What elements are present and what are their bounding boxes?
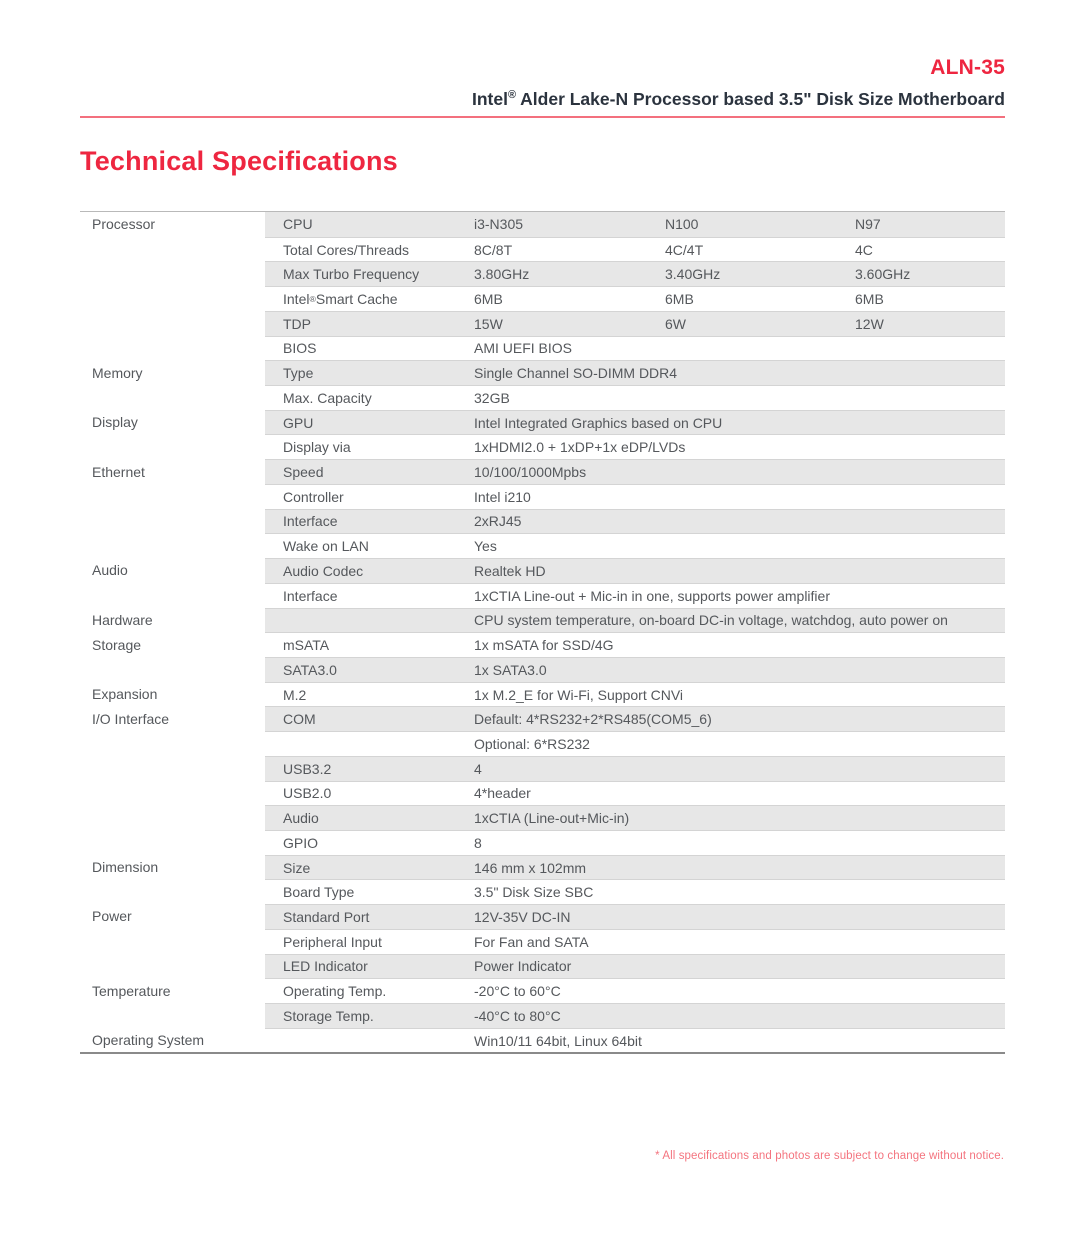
spec-label: BIOS — [283, 340, 317, 357]
spec-cells — [265, 978, 1005, 1003]
spec-values — [474, 806, 1005, 830]
spec-value: 2xRJ45 — [474, 513, 522, 530]
spec-cells — [265, 459, 1005, 484]
spec-label: mSATA — [283, 637, 330, 654]
spec-cells — [265, 929, 1005, 954]
spec-value: 4C — [855, 241, 873, 258]
spec-values — [474, 460, 1005, 484]
spec-value: Default: 4*RS232+2*RS485(COM5_6) — [474, 711, 712, 728]
spec-value: -40°C to 80°C — [474, 1007, 561, 1024]
spec-value: 12W — [855, 315, 884, 332]
product-name: ALN-35 — [930, 56, 1005, 79]
table-row — [80, 459, 1005, 484]
category-label: Processor — [80, 212, 265, 237]
spec-values — [474, 782, 1005, 806]
spec-value: 4*header — [474, 785, 531, 802]
table-row — [80, 608, 1005, 633]
table-row — [80, 558, 1005, 583]
table-row — [80, 434, 1005, 459]
category-label — [80, 929, 265, 954]
spec-cells — [265, 336, 1005, 361]
spec-cells — [265, 879, 1005, 904]
spec-value: 1x mSATA for SSD/4G — [474, 637, 614, 654]
table-row — [80, 830, 1005, 855]
spec-values — [474, 732, 1005, 756]
spec-value: 4C/4T — [665, 241, 704, 258]
category-label — [80, 261, 265, 286]
spec-label: Speed — [283, 464, 324, 481]
table-row — [80, 731, 1005, 756]
category-label — [80, 731, 265, 756]
table-row — [80, 410, 1005, 435]
spec-cells — [265, 286, 1005, 311]
spec-value: AMI UEFI BIOS — [474, 340, 573, 357]
spec-cells — [265, 830, 1005, 855]
spec-label: USB3.2 — [283, 760, 332, 777]
spec-cells — [265, 558, 1005, 583]
category-label — [80, 1003, 265, 1028]
category-label — [80, 336, 265, 361]
category-label — [80, 756, 265, 781]
spec-values — [474, 559, 1005, 583]
spec-value: 6MB — [855, 291, 884, 308]
spec-cells — [265, 706, 1005, 731]
spec-values — [474, 361, 1005, 385]
spec-cells — [265, 632, 1005, 657]
page-title: Technical Specifications — [80, 146, 398, 176]
spec-value: 12V-35V DC-IN — [474, 908, 571, 925]
spec-cells — [265, 237, 1005, 262]
spec-values — [474, 386, 1005, 410]
spec-value: 1xCTIA Line-out + Mic-in in one, supports power amplifier — [474, 587, 830, 604]
spec-label: SATA3.0 — [283, 661, 337, 678]
category-label — [80, 781, 265, 806]
category-label: Ethernet — [80, 459, 265, 484]
spec-label — [265, 732, 474, 756]
spec-label: CPU — [283, 216, 313, 233]
category-label: Temperature — [80, 978, 265, 1003]
category-label — [80, 286, 265, 311]
spec-value: 3.80GHz — [474, 266, 530, 283]
spec-value: 6MB — [665, 291, 694, 308]
table-row — [80, 533, 1005, 558]
table-row — [80, 311, 1005, 336]
spec-cells — [265, 657, 1005, 682]
spec-values — [474, 856, 1005, 880]
table-row — [80, 929, 1005, 954]
spec-label: Interface — [283, 513, 338, 530]
header-rule — [80, 116, 1005, 118]
table-row — [80, 904, 1005, 929]
spec-values — [474, 757, 1005, 781]
spec-cells — [265, 756, 1005, 781]
spec-value: 15W — [474, 315, 503, 332]
category-label — [80, 434, 265, 459]
spec-value: 6W — [665, 315, 686, 332]
footer-note: * All specifications and photos are subject to change without notice. — [655, 1150, 1004, 1162]
category-label — [80, 583, 265, 608]
spec-values — [474, 905, 1005, 929]
spec-values — [474, 707, 1005, 731]
spec-value: N97 — [855, 216, 881, 233]
spec-label: M.2 — [283, 686, 307, 703]
spec-value: 8C/8T — [474, 241, 513, 258]
spec-value: i3-N305 — [474, 216, 524, 233]
spec-cells — [265, 311, 1005, 336]
spec-values — [474, 238, 1005, 262]
spec-label: Audio Codec — [283, 562, 364, 579]
table-row — [80, 509, 1005, 534]
spec-value: Intel Integrated Graphics based on CPU — [474, 414, 723, 431]
spec-cells — [265, 608, 1005, 633]
spec-label: Intel ® Smart Cache — [283, 291, 398, 308]
table-row — [80, 583, 1005, 608]
table-row — [80, 682, 1005, 707]
spec-label: TDP — [283, 315, 311, 332]
category-label — [80, 830, 265, 855]
spec-values — [474, 609, 1005, 633]
spec-value: -20°C to 60°C — [474, 983, 561, 1000]
category-label — [80, 237, 265, 262]
category-label: Display — [80, 410, 265, 435]
table-row — [80, 706, 1005, 731]
spec-label: Max Turbo Frequency — [283, 266, 420, 283]
table-row — [80, 657, 1005, 682]
spec-label: Type — [283, 365, 314, 382]
spec-value: 10/100/1000Mpbs — [474, 464, 587, 481]
spec-values — [474, 510, 1005, 534]
category-label — [80, 484, 265, 509]
category-label: Memory — [80, 360, 265, 385]
spec-label: Controller — [283, 488, 344, 505]
spec-cells — [265, 509, 1005, 534]
spec-value: Single Channel SO-DIMM DDR4 — [474, 365, 678, 382]
spec-label: USB2.0 — [283, 785, 332, 802]
table-row — [80, 261, 1005, 286]
spec-value: Realtek HD — [474, 562, 546, 579]
table-row — [80, 978, 1005, 1003]
spec-value: 146 mm x 102mm — [474, 859, 587, 876]
spec-cells — [265, 805, 1005, 830]
table-row — [80, 1003, 1005, 1028]
table-row — [80, 805, 1005, 830]
spec-label: Audio — [283, 810, 319, 827]
spec-value: 8 — [474, 834, 482, 851]
spec-value: 1x SATA3.0 — [474, 661, 547, 678]
spec-values — [474, 658, 1005, 682]
spec-label — [265, 609, 474, 633]
spec-values — [474, 584, 1005, 608]
spec-label: Size — [283, 859, 311, 876]
table-row — [80, 484, 1005, 509]
spec-label: GPIO — [283, 834, 319, 851]
category-label: Storage — [80, 632, 265, 657]
table-row — [80, 855, 1005, 880]
spec-value: 4 — [474, 760, 482, 777]
category-label — [80, 509, 265, 534]
spec-cells — [265, 954, 1005, 979]
product-subtitle: Intel® Alder Lake-N Processor based 3.5" Disk Size Motherboard — [471, 89, 1005, 109]
spec-value: 6MB — [474, 291, 503, 308]
spec-cells — [265, 484, 1005, 509]
spec-cells — [265, 1003, 1005, 1028]
spec-label: Display via — [283, 439, 351, 456]
table-row — [80, 336, 1005, 361]
spec-value: 1xHDMI2.0 + 1xDP+1x eDP/LVDs — [474, 439, 686, 456]
spec-values — [474, 312, 1005, 336]
spec-value: 3.5" Disk Size SBC — [474, 884, 594, 901]
spec-values — [474, 633, 1005, 657]
spec-table — [80, 211, 1005, 1054]
category-label: Power — [80, 904, 265, 929]
spec-value: N100 — [665, 216, 699, 233]
spec-value: 32GB — [474, 389, 510, 406]
spec-values — [474, 534, 1005, 558]
spec-value: 1xCTIA (Line-out+Mic-in) — [474, 810, 630, 827]
spec-values — [474, 880, 1005, 904]
category-label: Hardware — [80, 608, 265, 633]
category-label — [80, 879, 265, 904]
spec-values — [474, 411, 1005, 435]
spec-value: Optional: 6*RS232 — [474, 735, 590, 752]
spec-cells — [265, 385, 1005, 410]
spec-label: Interface — [283, 587, 338, 604]
spec-cells — [265, 1028, 1005, 1053]
spec-value: 1x M.2_E for Wi-Fi, Support CNVi — [474, 686, 684, 703]
spec-label: Wake on LAN — [283, 538, 369, 555]
category-label: Operating System — [80, 1028, 265, 1053]
spec-values — [474, 930, 1005, 954]
spec-cells — [265, 212, 1005, 237]
spec-values — [474, 287, 1005, 311]
spec-values — [474, 955, 1005, 979]
category-label — [80, 533, 265, 558]
spec-value: Yes — [474, 538, 497, 555]
category-label: Expansion — [80, 682, 265, 707]
spec-values — [474, 1029, 1005, 1053]
spec-value: Power Indicator — [474, 958, 572, 975]
spec-label: LED Indicator — [283, 958, 368, 975]
table-row — [80, 360, 1005, 385]
table-row — [80, 1028, 1005, 1053]
spec-label: Peripheral Input — [283, 933, 382, 950]
spec-value: Intel i210 — [474, 488, 531, 505]
spec-cells — [265, 855, 1005, 880]
category-label — [80, 657, 265, 682]
table-row — [80, 212, 1005, 237]
spec-cells — [265, 261, 1005, 286]
spec-label: COM — [283, 711, 316, 728]
spec-values — [474, 212, 1005, 237]
category-label — [80, 954, 265, 979]
spec-cells — [265, 434, 1005, 459]
spec-cells — [265, 410, 1005, 435]
category-label: I/O Interface — [80, 706, 265, 731]
spec-value: 3.40GHz — [665, 266, 721, 283]
spec-value: 3.60GHz — [855, 266, 911, 283]
spec-cells — [265, 360, 1005, 385]
spec-cells — [265, 731, 1005, 756]
table-row — [80, 237, 1005, 262]
spec-cells — [265, 904, 1005, 929]
table-row — [80, 632, 1005, 657]
spec-values — [474, 683, 1005, 707]
spec-label: Max. Capacity — [283, 389, 372, 406]
category-label — [80, 311, 265, 336]
spec-label: Storage Temp. — [283, 1007, 374, 1024]
table-row — [80, 286, 1005, 311]
table-row — [80, 385, 1005, 410]
table-row — [80, 879, 1005, 904]
spec-values — [474, 337, 1005, 361]
spec-cells — [265, 583, 1005, 608]
spec-value: Win10/11 64bit, Linux 64bit — [474, 1032, 642, 1049]
category-label: Audio — [80, 558, 265, 583]
spec-values — [474, 485, 1005, 509]
table-row — [80, 954, 1005, 979]
spec-value: For Fan and SATA — [474, 933, 589, 950]
category-label — [80, 805, 265, 830]
registered-mark: ® — [507, 89, 516, 102]
spec-cells — [265, 781, 1005, 806]
spec-values — [474, 979, 1005, 1003]
spec-cells — [265, 682, 1005, 707]
spec-values — [474, 262, 1005, 286]
spec-label: Total Cores/Threads — [283, 241, 410, 258]
spec-values — [474, 831, 1005, 855]
spec-cells — [265, 533, 1005, 558]
spec-label: Standard Port — [283, 908, 370, 925]
spec-label — [265, 1029, 474, 1053]
category-label: Dimension — [80, 855, 265, 880]
table-row — [80, 756, 1005, 781]
spec-label: GPU — [283, 414, 314, 431]
table-row — [80, 781, 1005, 806]
spec-value: CPU system temperature, on-board DC-in voltage, watchdog, auto power on — [474, 612, 948, 629]
spec-label: Board Type — [283, 884, 355, 901]
doc-header — [80, 54, 1005, 118]
spec-values — [474, 1004, 1005, 1028]
spec-label: Operating Temp. — [283, 983, 387, 1000]
spec-values — [474, 435, 1005, 459]
category-label — [80, 385, 265, 410]
